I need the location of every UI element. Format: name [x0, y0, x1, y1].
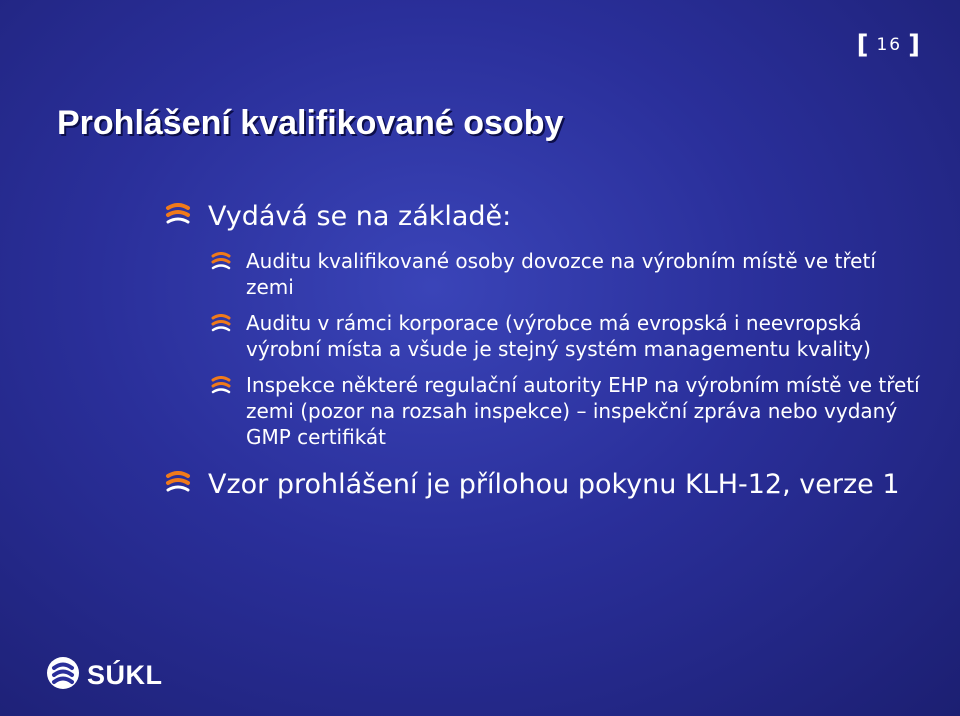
sub-bullet-item	[210, 310, 924, 362]
slide-title: Prohlášení kvalifikované osoby	[57, 104, 564, 142]
bullet-item	[164, 468, 924, 502]
sub-bullet-list	[210, 248, 924, 450]
swirl-bullet-icon	[164, 203, 192, 227]
swirl-bullet-icon	[210, 252, 232, 272]
sub-bullet-text: Auditu v rámci korporace (výrobce má evropská i neevropská výrobní místa a všude je stejný systém managementu kvality)	[246, 311, 871, 361]
sub-bullet-text: Inspekce některé regulační autority EHP na výrobním místě ve třetí zemi (pozor na rozsah inspekce) – inspekční zpráva nebo vydaný GMP certifikát	[246, 373, 920, 449]
page-number-value: 16	[876, 35, 903, 55]
swirl-bullet-icon	[210, 314, 232, 334]
sub-bullet-item	[210, 248, 924, 300]
bullet-list	[164, 200, 924, 524]
sukl-logo	[45, 655, 163, 695]
bullet-text: Vydává se na základě:	[208, 201, 512, 232]
bullet-item	[164, 200, 924, 234]
sukl-logo-text: SÚKL	[87, 659, 163, 690]
sub-bullet-text: Auditu kvalifikované osoby dovozce na výrobním místě ve třetí zemi	[246, 249, 876, 299]
bullet-text: Vzor prohlášení je přílohou pokynu KLH-12, verze 1	[208, 469, 900, 500]
swirl-bullet-icon	[164, 471, 192, 495]
sub-bullet-item	[210, 372, 924, 450]
sukl-logo-icon	[45, 655, 81, 695]
swirl-bullet-icon	[210, 376, 232, 396]
page-number: [ 16 ]	[856, 30, 922, 60]
